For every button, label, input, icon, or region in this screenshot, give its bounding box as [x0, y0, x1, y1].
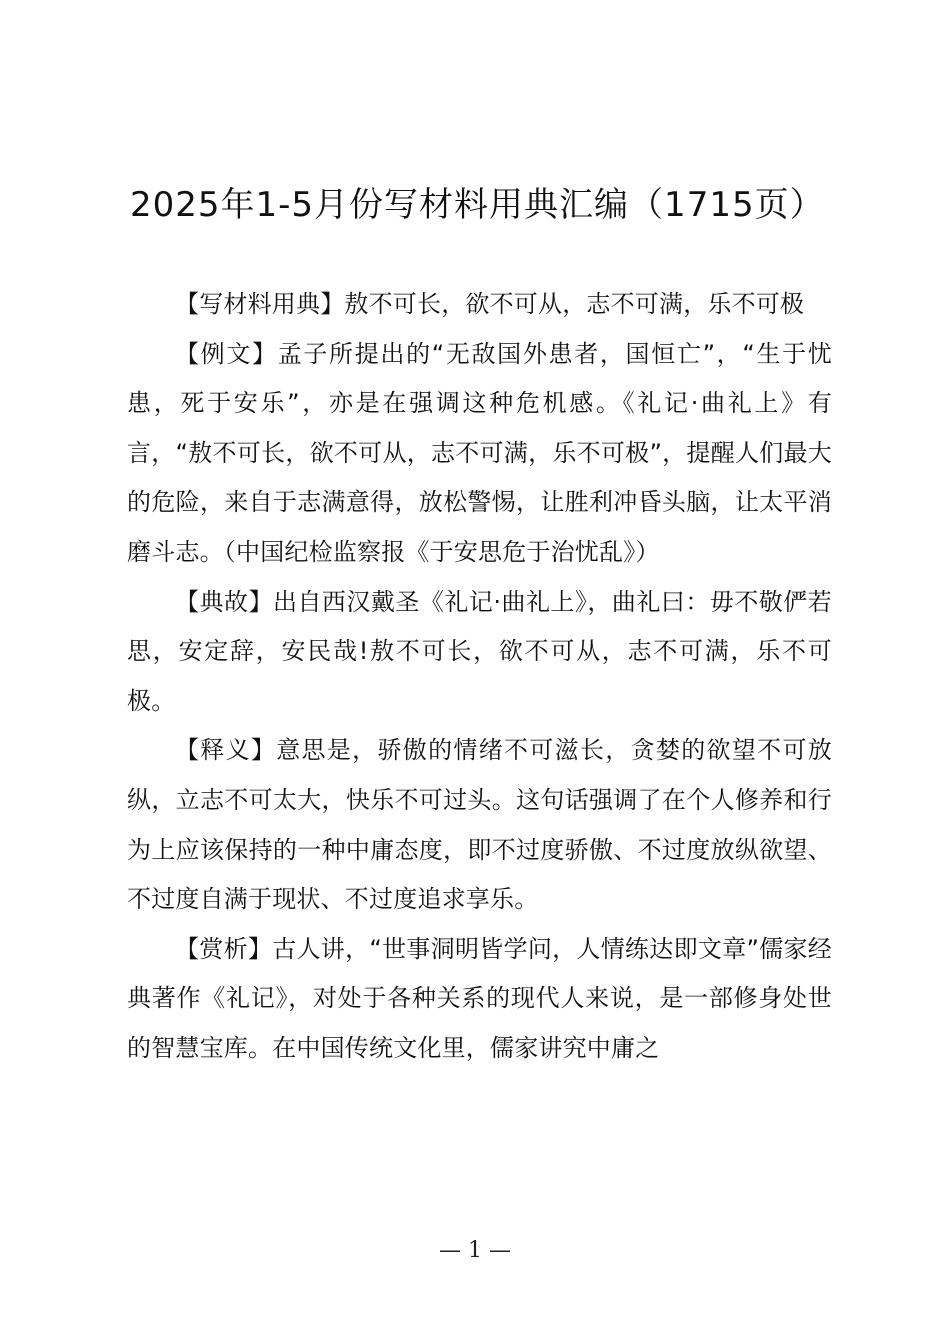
paragraph-text: 意思是，骄傲的情绪不可滋长，贪婪的欲望不可放纵，立志不可太大，快乐不可过头。这句话强调了在个人修养和行为上应该保持的一种中庸态度，即不过度骄傲、不过度放纵欲望、不过度自满于现状、不过度追求享乐。 [127, 736, 832, 914]
paragraph-source [127, 578, 832, 727]
paragraph-label: 【释义】 [175, 736, 277, 765]
paragraph-heading-quote [127, 280, 832, 330]
paragraph-example [127, 330, 832, 578]
paragraph-text: 出自西汉戴圣《礼记·曲礼上》，曲礼曰：毋不敬俨若思，安定辞，安民哉!敖不可长，欲不可从，志不可满，乐不可极。 [127, 587, 832, 715]
document-title: 2025年1-5月份写材料用典汇编（1715页） [130, 185, 825, 225]
paragraph-label: 【例文】 [175, 339, 278, 368]
paragraph-label: 【写材料用典】 [175, 290, 345, 318]
document-body [127, 280, 832, 1074]
paragraph-appreciation [127, 925, 832, 1074]
paragraph-text: 孟子所提出的“无敌国外患者，国恒亡”，“生于忧患，死于安乐”，亦是在强调这种危机感。《礼记·曲礼上》有言，“敖不可长，欲不可从，志不可满，乐不可极”，提醒人们最大的危险，来自于志满意得，放松警惕，让胜利冲昏头脑，让太平消磨斗志。（中国纪检监察报《于安思危于治忧乱》） [127, 339, 832, 566]
paragraph-text: 敖不可长，欲不可从，志不可满，乐不可极 [344, 290, 805, 318]
paragraph-label: 【典故】 [175, 587, 273, 616]
paragraph-text: 古人讲，“世事洞明皆学问，人情练达即文章”儒家经典著作《礼记》，对处于各种关系的现代人来说，是一部修身处世的智慧宝库。在中国传统文化里，儒家讲究中庸之 [127, 934, 832, 1062]
paragraph-label: 【赏析】 [175, 934, 273, 963]
page-number: — 1 — [439, 1238, 511, 1263]
paragraph-meaning [127, 726, 832, 924]
